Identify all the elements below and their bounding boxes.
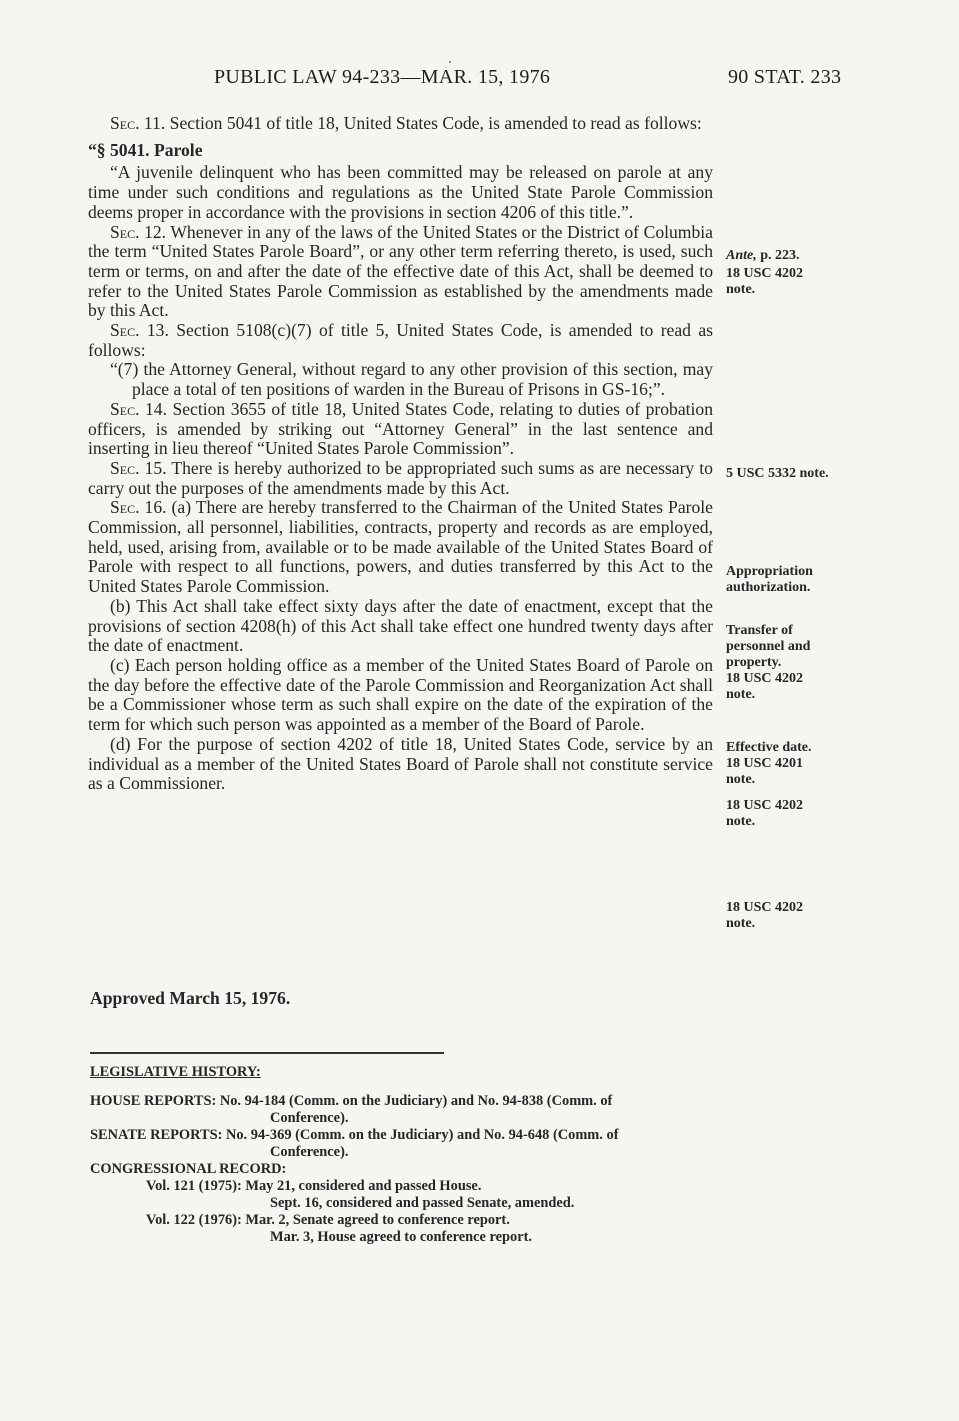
- section-16d: (d) For the purpose of section 4202 of title 18, United States Code, service by an individual as a member of the United States Board of Parole shall not constitute service as a Commissioner.: [88, 733, 713, 794]
- margin-note-sec13: [726, 466, 866, 482]
- statute-page-number: 90 STAT. 233: [728, 66, 842, 88]
- section-12: [88, 223, 713, 322]
- house-reports-line: HOUSE REPORTS: No. 94-184 (Comm. on the Judiciary) and No. 94-838 (Comm. of: [90, 1093, 613, 1109]
- margin-note-line: 18 USC 4202: [726, 900, 804, 915]
- margin-note-line: 18 USC 4202: [726, 798, 804, 813]
- vol-122-cont: Mar. 3, House agreed to conference report.: [270, 1229, 533, 1245]
- senate-reports-line: SENATE REPORTS: No. 94-369 (Comm. on the Judiciary) and No. 94-648 (Comm. of: [90, 1127, 619, 1143]
- margin-note-line: note.: [726, 687, 756, 702]
- section-5041-paragraph: “A juvenile delinquent who has been committed may be released on parole at any time under such conditions and regulations as the United State Parole Commission deems proper in accordance with the provisions in section 4206 of this title.”.: [88, 162, 713, 222]
- quoted-paragraph-7: “(7) the Attorney General, without regard to any other provision of this section, may place a total of ten positions of warden in the Bureau of Prisons in GS-16;”.: [110, 359, 713, 400]
- section-text: Section 3655 of title 18, United States Code, relating to duties of probation officers, is amended by striking out “Attorney General” in the last sentence and inserting in lieu thereof “United States Parole Commission”.: [88, 398, 713, 459]
- vol-121-line: Vol. 121 (1975): May 21, considered and passed House.: [146, 1178, 482, 1194]
- margin-note-sec15: [726, 564, 866, 596]
- house-reports-cont: Conference).: [270, 1110, 349, 1126]
- vol-122-line: Vol. 122 (1976): Mar. 2, Senate agreed to conference report.: [146, 1212, 510, 1228]
- section-label: Sec. 16.: [110, 497, 167, 518]
- section-label: Sec. 14.: [110, 398, 167, 419]
- section-16b: (b) This Act shall take effect sixty days after the date of enactment, except that the provisions of section 4208(h) of this Act shall take effect one hundred twenty days after the date of enactment.: [88, 595, 713, 656]
- margin-note-line: Effective date.: [726, 740, 812, 755]
- margin-note-line: note.: [726, 916, 756, 931]
- section-11: [88, 114, 713, 134]
- legislative-history-title: LEGISLATIVE HISTORY:: [90, 1064, 261, 1080]
- approval-date: Approved March 15, 1976.: [90, 988, 291, 1008]
- margin-note-line: Transfer of: [726, 623, 793, 638]
- section-divider: [90, 1052, 444, 1054]
- page-speck: [449, 61, 451, 63]
- margin-note-sec16b: [726, 740, 866, 788]
- legislative-history: [90, 1064, 720, 1246]
- section-5041-heading: “§ 5041. Parole: [88, 139, 203, 160]
- margin-note-ante: [726, 248, 866, 264]
- congressional-record-label: CONGRESSIONAL RECORD:: [90, 1161, 287, 1177]
- margin-note-line: note.: [726, 814, 756, 829]
- margin-note-ante-italic: Ante,: [726, 248, 757, 263]
- section-label: Sec. 12.: [110, 221, 167, 242]
- margin-note-sec16a: [726, 623, 866, 703]
- section-text: (a) There are hereby transferred to the Chairman of the United States Parole Commission, all personnel, liabilities, contracts, property and records as are employed, held, used, arising from, available or to be made available of the United States Board of Parole with respect to all functions, powers, and duties transferred by this Act to the United States Parole Commission.: [88, 497, 713, 597]
- senate-reports-cont: Conference).: [270, 1144, 349, 1160]
- margin-note-line: personnel and: [726, 639, 811, 654]
- margin-note-line: note.: [726, 772, 756, 787]
- vol-121-cont: Sept. 16, considered and passed Senate, amended.: [270, 1195, 575, 1211]
- margin-note-line: authorization.: [726, 580, 811, 595]
- spacer: [90, 1081, 720, 1093]
- margin-note-sec16d: [726, 900, 866, 932]
- margin-note-line: 18 USC 4202: [726, 671, 804, 686]
- section-label: Sec. 11.: [110, 113, 166, 133]
- section-16c: (c) Each person holding office as a member of the United States Board of Parole on the day before the effective date of the Parole Commission and Reorganization Act shall be a Commissioner whose term as such shall expire on the date of the expiration of the term for which such person was appointed as a member of the Board of Parole.: [88, 654, 713, 735]
- margin-note-line: note.: [726, 282, 756, 297]
- main-text-column: [88, 114, 713, 794]
- margin-note-line: Appropriation: [726, 564, 813, 579]
- section-15: [88, 459, 713, 498]
- margin-note-line: 18 USC 4201: [726, 756, 804, 771]
- section-13: [88, 321, 713, 360]
- margin-note-line: property.: [726, 655, 782, 670]
- section-text: Section 5041 of title 18, United States Code, is amended to read as follows:: [165, 113, 702, 133]
- section-label: Sec. 15.: [110, 457, 167, 478]
- margin-note-line: 18 USC 4202: [726, 266, 804, 281]
- section-text: Whenever in any of the laws of the United States or the District of Columbia the term “United States Parole Board”, or any other term referring thereto, is used, such term or terms, on and after the date of the effective date of this Act, shall be deemed to refer to the United States Parole Commission as established by the amendments made by this Act.: [88, 221, 713, 321]
- section-16a: [88, 498, 713, 597]
- margin-note-sec12: [726, 266, 866, 298]
- running-header-title: PUBLIC LAW 94-233—MAR. 15, 1976: [214, 66, 551, 88]
- margin-note-line: 5 USC 5332 note.: [726, 466, 829, 481]
- section-label: Sec. 13.: [110, 320, 169, 341]
- section-text: Section 5108(c)(7) of title 5, United States Code, is amended to read as follows:: [88, 320, 713, 360]
- margin-note-sec16c: [726, 798, 866, 830]
- section-14: [88, 400, 713, 459]
- section-text: There is hereby authorized to be appropriated such sums as are necessary to carry out the purposes of the amendments made by this Act.: [88, 457, 713, 498]
- margin-note-ante-page: p. 223.: [756, 248, 800, 263]
